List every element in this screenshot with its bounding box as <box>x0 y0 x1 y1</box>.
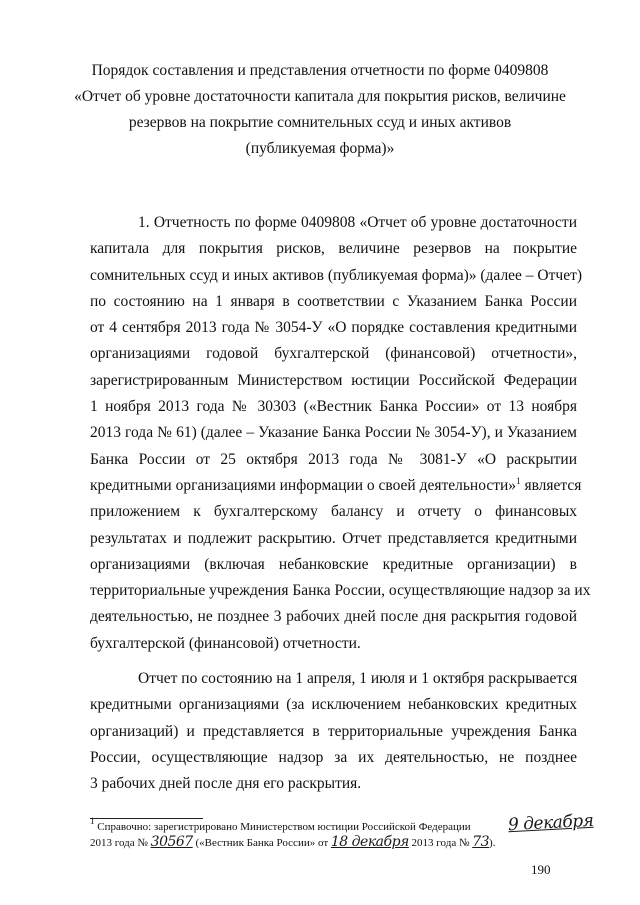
title-line: «Отчет об уровне достаточности капитала для покрытия рисков, величине <box>74 88 566 105</box>
text-line: зарегистрированным Министерством юстиции Российской Федерации <box>90 371 577 389</box>
text-line: организациями годовой бухгалтерской (финансовой) отчетности», <box>90 345 577 363</box>
footnote-separator <box>90 818 203 819</box>
title-line: Порядок составления и представления отчетности по форме 0409808 <box>91 62 549 79</box>
text-line: России, осуществляющие надзор за их деятельностью, не позднее <box>90 748 577 766</box>
footnote-text: ). <box>489 837 496 849</box>
text-line: бухгалтерской (финансовой) отчетности. <box>90 634 361 652</box>
text-line: 1. Отчетность по форме 0409808 «Отчет об уровне достаточности <box>138 214 577 231</box>
text-line: деятельностью, не позднее 3 рабочих дней после дня раскрытия годовой <box>90 608 577 626</box>
footnote-text: Справочно: зарегистрировано Министерством юстиции Российской Федерации <box>97 821 471 833</box>
handwritten-registration-date: 9 декабря <box>507 810 594 836</box>
handwritten-date: 18 декабря <box>330 834 409 850</box>
title-line: резервов на покрытие сомнительных ссуд и иных активов <box>128 114 512 131</box>
text-segment: кредитными организациями информации о своей деятельности» <box>90 476 517 494</box>
text-line: организаций) и представляется в территориальные учреждения Банка <box>90 722 577 740</box>
paragraph-2 <box>90 666 577 797</box>
footnote-text: 2013 года № <box>90 837 148 849</box>
text-line: территориальные учреждения Банка России, осуществляющие надзор за их <box>90 582 591 600</box>
footnote-text: 2013 года № <box>411 837 470 849</box>
text-line: приложением к бухгалтерскому балансу и отчету о финансовых <box>90 503 577 521</box>
footnote-text: («Вестник Банка России» от <box>195 837 329 849</box>
text-segment: является <box>520 476 582 494</box>
text-line: 1 ноября 2013 года № 30303 («Вестник Банка России» от 13 ноября <box>90 398 577 416</box>
title-line: (публикуемая форма)» <box>245 140 395 157</box>
paragraph-1 <box>90 210 591 657</box>
text-line: по состоянию на 1 января в соответствии с Указанием Банка России <box>90 292 577 310</box>
page-number: 190 <box>531 862 551 877</box>
text-line: 3 рабочих дней после дня его раскрытия. <box>90 775 362 793</box>
text-line: кредитными организациями (за исключением небанковских кредитных <box>90 696 577 714</box>
text-line: капитала для покрытия рисков, величине резервов на покрытие <box>90 240 577 258</box>
footnote-mark: 1 <box>90 816 95 826</box>
text-line: организациями (включая небанковские кредитные организации) в <box>90 555 577 573</box>
handwritten-issue: 73 <box>472 834 490 850</box>
text-line: Банка России от 25 октября 2013 года № 3081-У «О раскрытии <box>90 450 577 468</box>
document-title <box>0 58 640 162</box>
text-line: результатах и подлежит раскрытию. Отчет представляется кредитными <box>90 529 577 547</box>
text-line: сомнительных ссуд и иных активов (публикуемая форма)» (далее – Отчет) <box>90 266 583 284</box>
handwritten-number: 30567 <box>150 834 193 850</box>
footnote-mark: 1 <box>516 475 521 486</box>
footnote-line-2 <box>90 835 600 851</box>
text-line: Отчет по состоянию на 1 апреля, 1 июля и 1 октября раскрывается <box>138 670 578 687</box>
text-line-with-footnote <box>90 473 582 499</box>
text-line: от 4 сентября 2013 года № 3054-У «О порядке составления кредитными <box>90 319 577 337</box>
text-line: 2013 года № 61) (далее – Указание Банка России № 3054-У), и Указанием <box>90 424 577 442</box>
